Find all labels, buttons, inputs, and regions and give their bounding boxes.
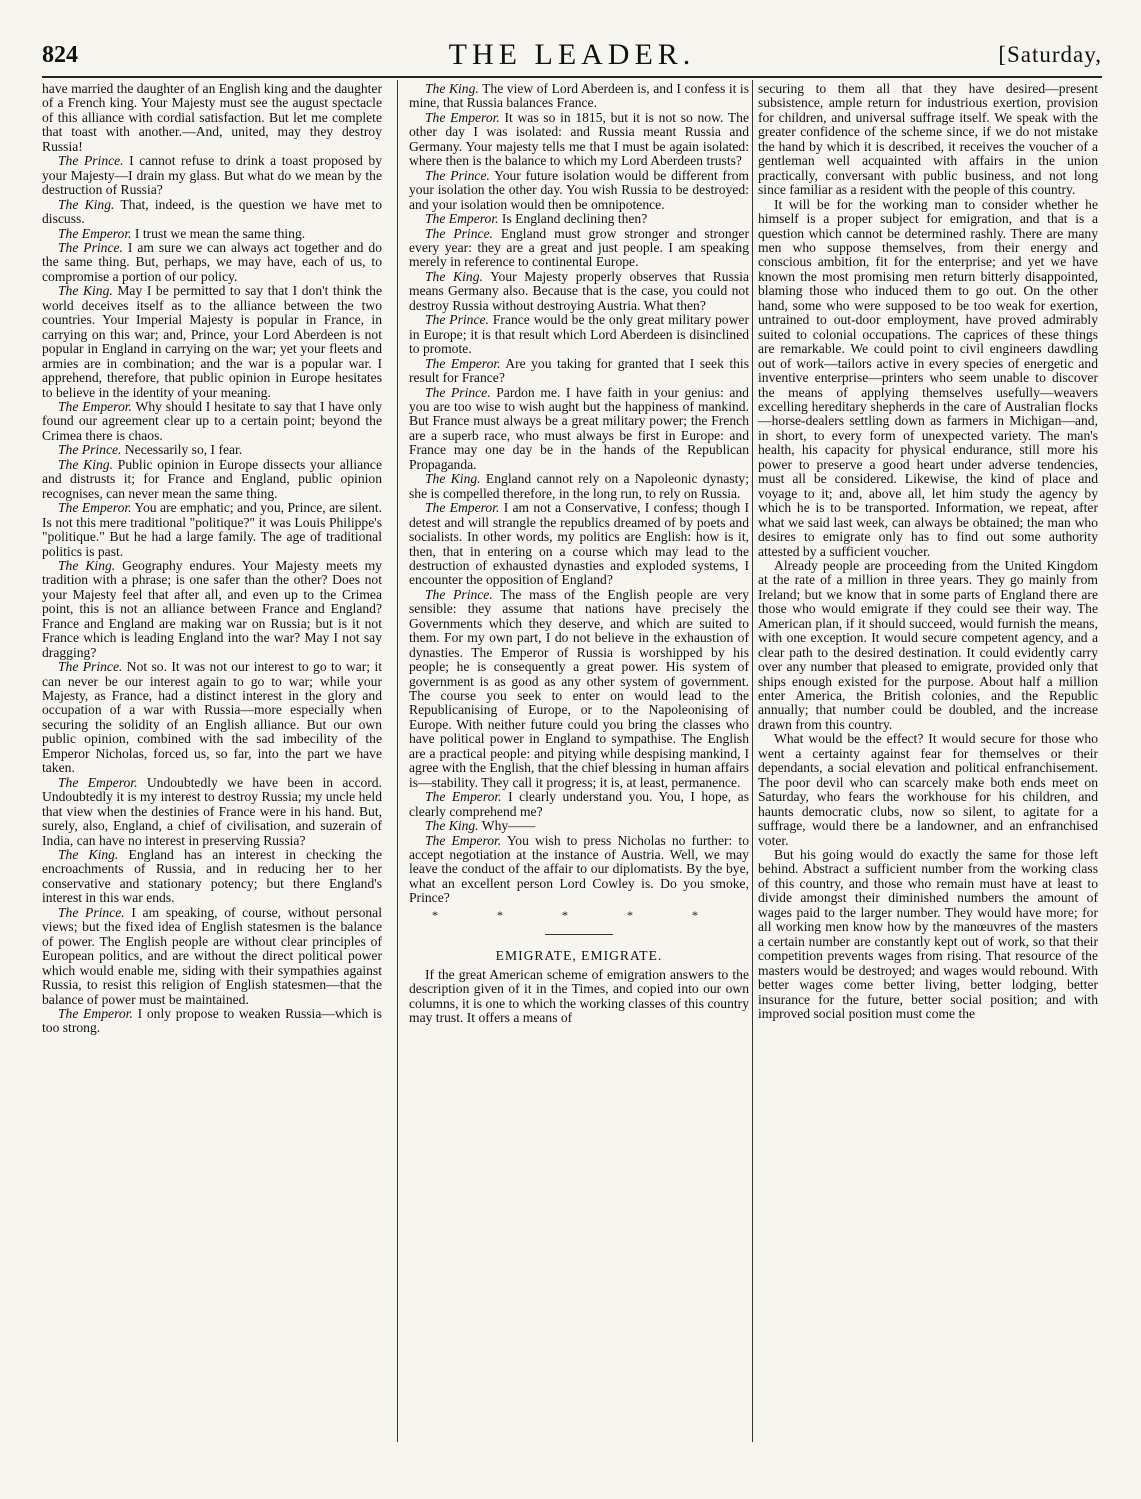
issue-day: [Saturday, xyxy=(998,42,1102,67)
speaker-name: The Emperor. xyxy=(58,1006,133,1021)
paragraph-text: The view of Lord Aberdeen is, and I confess it is mine, that Russia balances France. xyxy=(409,81,750,111)
dialogue-paragraph xyxy=(42,227,382,241)
speaker-name: The Prince. xyxy=(58,239,123,255)
speaker-name: The Emperor. xyxy=(58,225,132,241)
paragraph-text: I clearly understand you. You, I hope, as clearly comprehend me? xyxy=(409,789,749,819)
dialogue-paragraph xyxy=(42,776,382,848)
speaker-name: The Prince. xyxy=(58,659,123,675)
page-header xyxy=(42,34,1102,74)
article-heading: EMIGRATE, EMIGRATE. xyxy=(495,948,663,964)
paragraph-text: Public opinion in Europe dissects your alliance and distrusts it; for France and England, public opinion recognises, can never mean the same thing. xyxy=(42,456,382,501)
article-paragraph: If the great American scheme of emigration answers to the description given of it in the Times, and copied into our own columns, it is one to which the working classes of this country may trust. It offers a means of xyxy=(409,966,749,1026)
dialogue-paragraph xyxy=(409,212,749,226)
section-separator xyxy=(545,934,613,935)
dialogue-paragraph xyxy=(42,458,382,501)
dialogue-paragraph xyxy=(409,834,749,906)
paragraph-text: England cannot rely on a Napoleonic dynasty; she is compelled therefore, in the long run, to rely on Russia. xyxy=(409,471,749,501)
speaker-name: The Prince. xyxy=(425,586,493,602)
speaker-name: The Emperor. xyxy=(425,500,500,516)
paragraph-text: I am sure we can always act together and do the same thing. But, perhaps, we may have, each of us, to compromise a portion of our policy. xyxy=(42,239,382,284)
article-paragraph: It will be for the working man to consider whether he himself is a proper subject for emigration, and that is a question which cannot be determined rashly. There are many men who suppose themselves, from their energy and conscious ambition, fit for the enterprise; and yet we have known the most promising men return bitterly disappointed, blaming those who induced them to go out. On the other hand, some who were supposed to be too weak for exertion, untrained to out-door employment, have proved admirably suited to colonial occupations. The caprices of these things are remarkable. We could point to civil engineers dawdling out of work—tailors active in every species of energetic and inventive enterprise—printers who seem unable to discover the means of applying themselves usefully—weavers excelling hereditary shepherds in the care of Australian flocks—horse-dealers settling down as farmers in Michigan—and, in short, to every form of unexpected variety. The man's health, his capacity for physical endurance, still more his power to preserve a good heart under adverse tendencies, must all be considered. Likewise, the kind of place and voyage to it; and, above all, let him study the agency by which he is to be transported. Information, we repeat, after what we said last week, can always be obtained; the man who desires to emigrate only has to find out some authority attested by a sufficient voucher. xyxy=(758,196,1098,559)
dialogue-continued xyxy=(409,82,749,906)
speaker-name: The Emperor. xyxy=(425,789,502,805)
speaker-name: The King. xyxy=(425,81,479,96)
column-rule-1 xyxy=(397,80,398,1442)
speaker-name: The Prince. xyxy=(425,384,491,400)
dialogue-paragraph xyxy=(42,501,382,559)
paragraph-text: Are you taking for granted that I seek this result for France? xyxy=(409,355,749,386)
paragraph-text: It was so in 1815, but it is not so now. The other day I was isolated: and Russia meant Russia and Germany. Your majesty tells me that I must be again isolated: where then is the balance to which my Lord Aberdeen trusts? xyxy=(409,109,749,169)
speaker-name: The Emperor. xyxy=(425,211,499,227)
dialogue-paragraph xyxy=(409,111,749,169)
speaker-name: The Emperor. xyxy=(425,832,502,848)
paragraph-text: Is England declining then? xyxy=(501,211,648,227)
section-stars: * * * * * xyxy=(432,907,726,922)
article-body-start xyxy=(409,968,749,1026)
speaker-name: The Emperor. xyxy=(58,774,138,790)
paragraph-text: The mass of the English people are very sensible: they assume that nations have precisely the Governments which they deserve, and which are suited to them. For my own part, I do not believe in the exhaustion of dynasties. The Emperor of Russia is worshipped by his people; he is consequently a great power. His system of government is as good as any other system of government. The course you seek to enter on would lead to the Republicanising of Europe, or to the Napoleonising of Europe. With neither future could you bring the classes who have political power in England to sympathise. The English are a practical people: and pitying while despising mankind, I agree with the English, that the chief blessing in human affairs is—stability. They call it progress; it is, at least, permanence. xyxy=(409,586,749,790)
header-rule xyxy=(42,76,1102,78)
paragraph-text: England must grow stronger and stronger every year: they are a great and just people. I am speaking merely in reference to continental Europe. xyxy=(409,225,749,270)
paragraph-text: You are emphatic; and you, Prince, are silent. Is not this mere traditional "politique?" it was Louis Philippe's "politique." But he had a large family. The age of traditional politics is past. xyxy=(42,500,382,559)
dialogue-paragraph xyxy=(42,906,382,1007)
speaker-name: The King. xyxy=(58,456,113,472)
paragraph-text: Undoubtedly we have been in accord. Undoubtedly it is my interest to destroy Russia; my uncle held that view when the destinies of France were in his hand. But, surely, also, England, a chief of civilisation, and suzerain of India, can have no interest in preserving Russia? xyxy=(42,774,382,848)
paragraph-text: Why—— xyxy=(481,818,536,834)
dialogue-paragraph xyxy=(409,472,749,501)
dialogue-paragraph xyxy=(409,501,749,588)
dialogue-paragraph xyxy=(409,588,749,790)
column-rule-2 xyxy=(752,80,753,1442)
paragraph-text: Not so. It was not our interest to go to war; it can never be our interest again to go to war; while your Majesty, as France, had a distinct interest in the glory and occupation of a war with Russia—more especially when securing the solidity of an English alliance. But our own public opinion, combined with the sad imbecility of the Emperor Nicholas, forced us, so far, into the part we have taken. xyxy=(42,659,382,776)
speaker-name: The King. xyxy=(58,283,113,299)
dialogue-paragraph xyxy=(409,386,749,473)
dialogue-paragraph xyxy=(42,400,382,443)
article-paragraph: securing to them all that they have desired—present subsistence, ample return for industrious exertion, provision for children, and universal suffrage itself. We speak with the greater confidence of the scheme since, if we do not mistake the hand by which it is described, it receives the voucher of a gentleman well acquainted with affairs in the union practically, conversant with public business, and not long since familiar as a resident with the people of this country. xyxy=(758,81,1098,198)
paragraph-text: Your Majesty properly observes that Russia means Germany also. Because that is the case, you could not destroy Russia without destroying Austria. What then? xyxy=(409,268,749,313)
dialogue-paragraph xyxy=(42,198,382,227)
dialogue-paragraph xyxy=(409,819,749,833)
paragraph-text: I cannot refuse to drink a toast proposed by your Majesty—I drain my glass. But what do we mean by the destruction of Russia? xyxy=(42,153,382,198)
paragraph-text: Necessarily so, I fear. xyxy=(124,442,243,458)
paragraph-text: France would be the only great military power in Europe; it is that result which Lord Aberdeen is disinclined to promote. xyxy=(409,312,749,357)
newspaper-title: THE LEADER. xyxy=(448,38,696,71)
paragraph-text: Geography endures. Your Majesty meets my tradition with a phrase; is one safer than the other? Does not your Majesty feel that after all, and even up to the Crimea point, this is not an alliance between France and England? France and England are making war on Russia; but is it not France which is leading England into the war? May I not say dragging? xyxy=(42,557,383,660)
speaker-name: The King. xyxy=(58,847,119,863)
speaker-name: The Prince. xyxy=(58,442,122,458)
column-3 xyxy=(758,82,1098,1021)
paragraph-text: You wish to press Nicholas no further: to accept negotiation at the instance of Austria. Well, we may leave the conduct of the affair to our diplomatists. By the bye, what an excellent person Lord Cowley is. Do you smoke, Prince? xyxy=(409,832,749,906)
article-paragraph: But his going would do exactly the same for those left behind. Abstract a sufficient number from the working class of this country, and those who remain must have at least to divide amongst their diminished numbers the amount of wages paid to the larger number. They would have more; for all working men know how by the manœuvres of the masters a certain number are constantly kept out of work, so that their competition prevents wages from rising. That resource of the masters would be destroyed; and wages would rebound. With better wages come better living, better lodging, better insurance for the future, better social position; and with improved social position must come the xyxy=(758,847,1098,1021)
dialogue-paragraph xyxy=(42,559,382,660)
paragraph-text: I trust we mean the same thing. xyxy=(134,225,306,241)
dialogue-paragraph xyxy=(409,357,749,386)
column-2 xyxy=(409,82,749,1026)
dialogue-paragraph xyxy=(42,1007,382,1036)
paragraph-text: I am not a Conservative, I confess; though I detest and will strangle the republics dreamed of by poets and socialists. In other words, my politics are English: how is it, then, that in entering on a course which may lead to the destruction of exhausted dynasties and exploded systems, I encounter the opposition of England? xyxy=(409,500,749,588)
paragraph-text: That, indeed, is the question we have met to discuss. xyxy=(42,196,383,227)
paragraph-text: Your future isolation would be different from your isolation the other day. You wish Russia to be destroyed: and your isolation would then be omnipotence. xyxy=(409,167,749,212)
dialogue-paragraph xyxy=(42,82,382,154)
speaker-name: The Emperor. xyxy=(425,109,500,125)
speaker-name: The Prince. xyxy=(425,225,493,241)
dialogue-paragraph xyxy=(42,241,382,284)
dialogue-paragraph xyxy=(42,848,382,906)
dialogue-paragraph xyxy=(42,443,382,457)
page-number: 824 xyxy=(42,42,78,68)
speaker-name: The King. xyxy=(58,196,115,212)
article-paragraph: What would be the effect? It would secure for those who went a certainty against fear for themselves or their dependants, a social elevation and political enfranchisement. The poor devil who can scarcely make both ends meet on Saturday, who fears the workhouse for his children, and haunts democratic clubs, now so silent, to agitate for a suffrage, would there be a landowner, and an enfranchised voter. xyxy=(758,731,1098,848)
speaker-name: The Emperor. xyxy=(425,355,501,371)
speaker-name: The Prince. xyxy=(425,312,489,328)
speaker-name: The Prince. xyxy=(58,904,125,920)
paragraph-text: I only propose to weaken Russia—which is too strong. xyxy=(42,1006,382,1036)
speaker-name: The King. xyxy=(425,818,479,834)
paragraph-text: May I be permitted to say that I don't think the world deceives itself as to the alliance between the two countries. Your Imperial Majesty is popular in France, in carrying on this war; and, Prince, your Lord Aberdeen is not popular in England in carrying on the war; yet your fleets and armies are in combination; and the war is a popular war. I apprehend, therefore, that public opinion in Europe hesitates to believe in the identity of your meaning. xyxy=(42,283,383,400)
paragraph-text: England has an interest in checking the encroachments of Russia, and in reducing her to her conservative and stationary potency; but there England's interest in this war ends. xyxy=(42,847,382,906)
column-1 xyxy=(42,82,382,1036)
paragraph-text: Why should I hesitate to say that I have only found our agreement clear up to a certain point; beyond the Crimea there is chaos. xyxy=(42,398,382,443)
dialogue-paragraph xyxy=(42,660,382,776)
dialogue-paragraph xyxy=(42,154,382,197)
dialogue-paragraph xyxy=(409,790,749,819)
paragraph-text: have married the daughter of an English king and the daughter of a French king. Your Majesty must see the august spectacle of this alliance with cordial satisfaction. But let me complete that toast with another.—And, united, may they destroy Russia! xyxy=(42,81,382,154)
article-paragraph: Already people are proceeding from the United Kingdom at the rate of a million in three years. They go mainly from Ireland; but we know that in some parts of England there are those who would emigrate if they could see their way. The American plan, if it should succeed, would furnish the means, with one exception. It would secure competent agency, and a clear path to the desired destination. It could evidently carry over any number that pleased to emigrate, provided only that ships enough existed for the purpose. About half a million enter America, the British colonies, and the Republic annually; that number could be doubled, and the increase drawn from this country. xyxy=(758,557,1098,732)
speaker-name: The Prince. xyxy=(425,167,490,183)
speaker-name: The King. xyxy=(425,471,481,487)
speaker-name: The King. xyxy=(58,557,116,573)
dialogue-paragraph xyxy=(409,169,749,212)
dialogue-paragraph xyxy=(42,284,382,400)
speaker-name: The Emperor. xyxy=(58,398,132,414)
speaker-name: The Prince. xyxy=(58,153,124,169)
dialogue-paragraph xyxy=(409,270,749,313)
speaker-name: The Emperor. xyxy=(58,500,132,516)
dialogue-paragraph xyxy=(409,313,749,356)
dialogue-paragraph xyxy=(409,227,749,270)
dialogue-paragraph xyxy=(409,82,749,111)
speaker-name: The King. xyxy=(425,268,483,284)
paragraph-text: Pardon me. I have faith in your genius: and you are too wise to wish aught but the happiness of mankind. But France must always be a great military power; the French are a superb race, who must always be first in Europe: and France may one day be in the hands of the Republican Propaganda. xyxy=(409,384,749,472)
paragraph-text: I am speaking, of course, without personal views; but the fixed idea of English statesmen is the balance of power. The English people are without clear principles of European politics, and are without the direct political power which would enable me, siding with their sympathies against Russia, to resist this religion of English statesmen—that the balance of power must be maintained. xyxy=(42,904,382,1007)
